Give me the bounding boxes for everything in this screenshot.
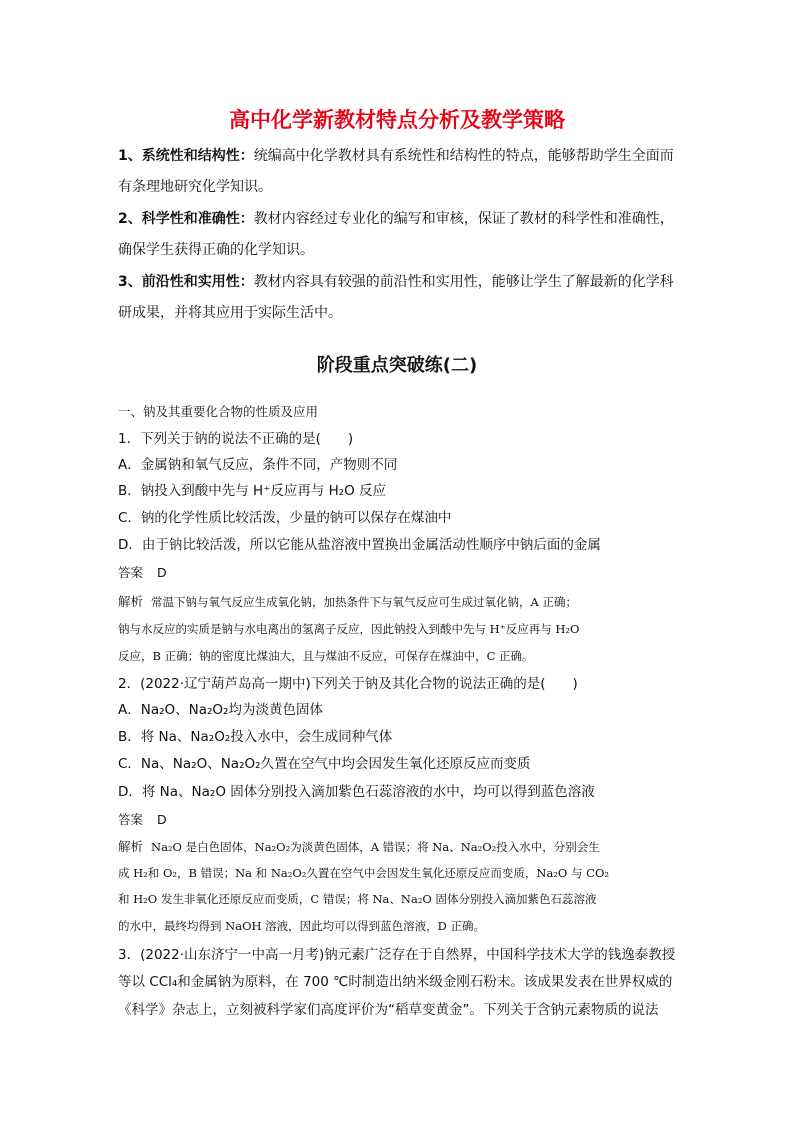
q1-analysis-1 — [118, 593, 693, 611]
point-2-line1: 教材内容经过专业化的编写和审核，保证了教材的科学性和准确性， — [253, 211, 674, 227]
q2-stem: 2．(2022·辽宁葫芦岛高一期中)下列关于钠及其化合物的说法正确的是( ) — [118, 676, 578, 692]
q1-analysis-3: 反应，B 正确；钠的密度比煤油大，且与煤油不反应，可保存在煤油中，C 正确。 — [118, 649, 534, 663]
q2-option-b: B．将 Na、Na₂O₂投入水中，会生成同种气体 — [118, 729, 393, 745]
q3-line-1: 3．(2022·山东济宁一中高一月考)钠元素广泛存在于自然界，中国科学技术大学的钱逸泰教授 — [118, 947, 676, 963]
q3-line-2: 等以 CCl₄和金属钠为原料，在 700 ℃时制造出纳米级金刚石粉末。该成果发表在世界权威的 — [118, 974, 673, 990]
q1-answer-value: D — [157, 565, 167, 580]
point-2-cont: 确保学生获得正确的化学知识。 — [118, 242, 314, 258]
doc-title: 高中化学新教材特点分析及教学策略 — [229, 108, 565, 132]
point-2-label: 2、科学性和准确性： — [118, 211, 254, 227]
q3-line-3: 《科学》杂志上，立刻被科学家们高度评价为“稻草变黄金”。下列关于含钠元素物质的说法 — [118, 1002, 659, 1018]
q1-option-c: C．钠的化学性质比较活泼，少量的钠可以保存在煤油中 — [118, 510, 452, 526]
point-2 — [118, 209, 688, 230]
q2-answer — [118, 810, 698, 830]
q1-answer-label: 答案 — [118, 565, 144, 580]
q2-analysis-4: 的水中，最终均得到 NaOH 溶液，因此均可以得到蓝色溶液，D 正确。 — [118, 919, 486, 933]
section-subtitle: 一、钠及其重要化合物的性质及应用 — [118, 404, 319, 419]
q2-option-a: A．Na₂O、Na₂O₂均为淡黄色固体 — [118, 702, 323, 718]
q2-analysis-text-1: Na₂O 是白色固体，Na₂O₂为淡黄色固体，A 错误；将 Na、Na₂O₂投入水中，分别会生 — [151, 840, 600, 854]
point-1-label: 1、系统性和结构性： — [118, 148, 254, 164]
q1-analysis-label: 解析 — [118, 594, 144, 609]
point-3-label: 3、前沿性和实用性： — [118, 274, 254, 290]
section-title: 阶段重点突破练(二) — [316, 355, 478, 376]
point-3-line1: 教材内容具有较强的前沿性和实用性，能够让学生了解最新的化学科 — [253, 274, 674, 290]
point-3-cont: 研成果，并将其应用于实际生活中。 — [118, 305, 342, 321]
q2-answer-label: 答案 — [118, 812, 144, 827]
q2-option-d: D．将 Na、Na₂O 固体分别投入滴加紫色石蕊溶液的水中，均可以得到蓝色溶液 — [118, 784, 595, 800]
q1-stem: 1．下列关于钠的说法不正确的是( ) — [118, 431, 354, 447]
q2-analysis-1 — [118, 838, 693, 856]
q2-option-c: C．Na、Na₂O、Na₂O₂久置在空气中均会因发生氧化还原反应而变质 — [118, 756, 531, 772]
q1-option-b: B．钠投入到酸中先与 H⁺反应再与 H₂O 反应 — [118, 483, 387, 499]
q2-analysis-2: 成 H₂和 O₂，B 错误；Na 和 Na₂O₂久置在空气中会因发生氧化还原反应而变质，Na₂O 与 CO₂ — [118, 866, 609, 880]
point-3 — [118, 272, 688, 293]
point-1-line1: 统编高中化学教材具有系统性和结构性的特点，能够帮助学生全面而 — [253, 148, 674, 164]
q1-analysis-2: 钠与水反应的实质是钠与水电离出的氢离子反应，因此钠投入到酸中先与 H⁺反应再与 H₂O — [118, 622, 580, 636]
q2-analysis-3: 和 H₂O 发生非氧化还原反应而变质，C 错误；将 Na、Na₂O 固体分别投入滴加紫色石蕊溶液 — [118, 892, 597, 906]
q1-option-a: A．金属钠和氧气反应，条件不同，产物则不同 — [118, 457, 398, 473]
q1-answer — [118, 563, 698, 583]
q1-option-d: D．由于钠比较活泼，所以它能从盐溶液中置换出金属活动性顺序中钠后面的金属 — [118, 537, 601, 553]
q1-analysis-text-1: 常温下钠与氧气反应生成氧化钠，加热条件下与氧气反应可生成过氧化钠，A 正确； — [151, 595, 577, 609]
q2-answer-value: D — [157, 812, 167, 827]
point-1-cont: 有条理地研究化学知识。 — [118, 179, 272, 195]
point-1 — [118, 146, 688, 167]
q2-analysis-label: 解析 — [118, 839, 144, 854]
